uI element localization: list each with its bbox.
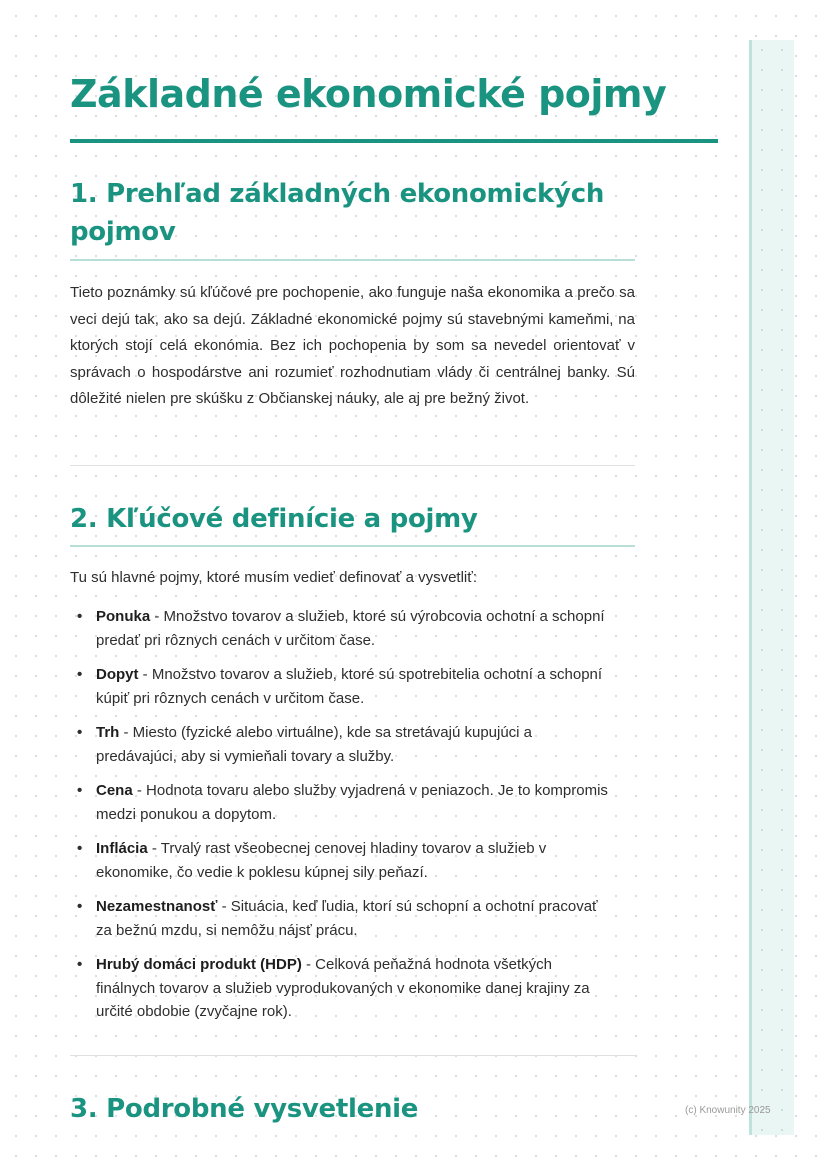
definition: - Trvalý rast všeobecnej cenovej hladiny tovarov a služieb v ekonomike, čo vedie k poklesu kúpnej sily peňazí. — [96, 840, 547, 881]
section-3-heading: 3. Podrobné vysvetlenie — [70, 1094, 419, 1124]
list-item: • Trh - Miesto (fyzické alebo virtuálne), kde sa stretávajú kupujúci a predávajúci, aby si vymieňali tovary a služby. — [77, 724, 533, 765]
list-item: • Nezamestnanosť - Situácia, keď ľudia, ktorí sú schopní a ochotní pracovať za bežnú mzdu, si nemôžu nájsť prácu. — [77, 898, 598, 939]
list-item: • Hrubý domáci produkt (HDP) - Celková peňažná hodnota všetkých finálnych tovarov a služieb vyprodukovaných v ekonomike danej krajiny za určité obdobie (zvyčajne rok). — [77, 956, 590, 1020]
definitions-list — [70, 605, 610, 1035]
term: Ponuka — [96, 608, 151, 625]
definition: - Hodnota tovaru alebo služby vyjadrená v peniazoch. Je to kompromis medzi ponukou a dopytom. — [96, 782, 608, 823]
section-separator — [70, 465, 635, 466]
side-margin-strip — [749, 40, 794, 1135]
page-title: Základné ekonomické pojmy — [70, 72, 667, 116]
term: Cena — [96, 782, 133, 799]
list-item: • Ponuka - Množstvo tovarov a služieb, ktoré sú výrobcovia ochotní a schopní predať pri rôznych cenách v určitom čase. — [77, 608, 605, 649]
section-1-heading: 1. Prehľad základných ekonomických pojmov — [70, 179, 605, 247]
definition: - Situácia, keď ľudia, ktorí sú schopní a ochotní pracovať za bežnú mzdu, si nemôžu nájsť prácu. — [96, 898, 598, 939]
section-2-heading: 2. Kľúčové definície a pojmy — [70, 504, 478, 534]
definition: - Množstvo tovarov a služieb, ktoré sú spotrebitelia ochotní a schopní kúpiť pri rôznych cenách v určitom čase. — [96, 666, 603, 707]
section-1-paragraph: Tieto poznámky sú kľúčové pre pochopenie, ako funguje naša ekonomika a prečo sa veci dejú tak, ako sa dejú. Základné ekonomické pojmy sú stavebnými kameňmi, na ktorých stojí celá ekonómia. Bez ich pochopenia by som sa nevedel orientovať v správach o hospodárstve ani rozumieť rozhodnutiam vlády či centrálnej banky. Sú dôležité nielen pre skúšku z Občianskej náuky, ale aj pre bežný život. — [70, 284, 635, 408]
definition: - Celková peňažná hodnota všetkých finálnych tovarov a služieb vyprodukovaných v ekonomike danej krajiny za určité obdobie (zvyčajne rok). — [96, 956, 590, 1020]
title-divider — [70, 139, 718, 143]
term: Trh — [96, 724, 120, 741]
list-item: • Dopyt - Množstvo tovarov a služieb, ktoré sú spotrebitelia ochotní a schopní kúpiť pri rôznych cenách v určitom čase. — [77, 666, 603, 707]
section-1-heading-divider — [70, 259, 635, 261]
section-separator — [70, 1055, 635, 1056]
section-2-heading-divider — [70, 545, 635, 547]
term: Hrubý domáci produkt (HDP) — [96, 956, 302, 973]
section-2-intro: Tu sú hlavné pojmy, ktoré musím vedieť definovať a vysvetliť: — [70, 569, 478, 586]
term: Dopyt — [96, 666, 139, 683]
copyright-footer: (c) Knowunity 2025 — [685, 1105, 771, 1116]
list-item: • Cena - Hodnota tovaru alebo služby vyjadrená v peniazoch. Je to kompromis medzi ponukou a dopytom. — [77, 782, 608, 823]
definition: - Množstvo tovarov a služieb, ktoré sú výrobcovia ochotní a schopní predať pri rôznych cenách v určitom čase. — [96, 608, 605, 649]
term: Inflácia — [96, 840, 148, 857]
list-item: • Inflácia - Trvalý rast všeobecnej cenovej hladiny tovarov a služieb v ekonomike, čo vedie k poklesu kúpnej sily peňazí. — [77, 840, 547, 881]
definition: - Miesto (fyzické alebo virtuálne), kde sa stretávajú kupujúci a predávajúci, aby si vymieňali tovary a služby. — [96, 724, 533, 765]
term: Nezamestnanosť — [96, 898, 218, 915]
